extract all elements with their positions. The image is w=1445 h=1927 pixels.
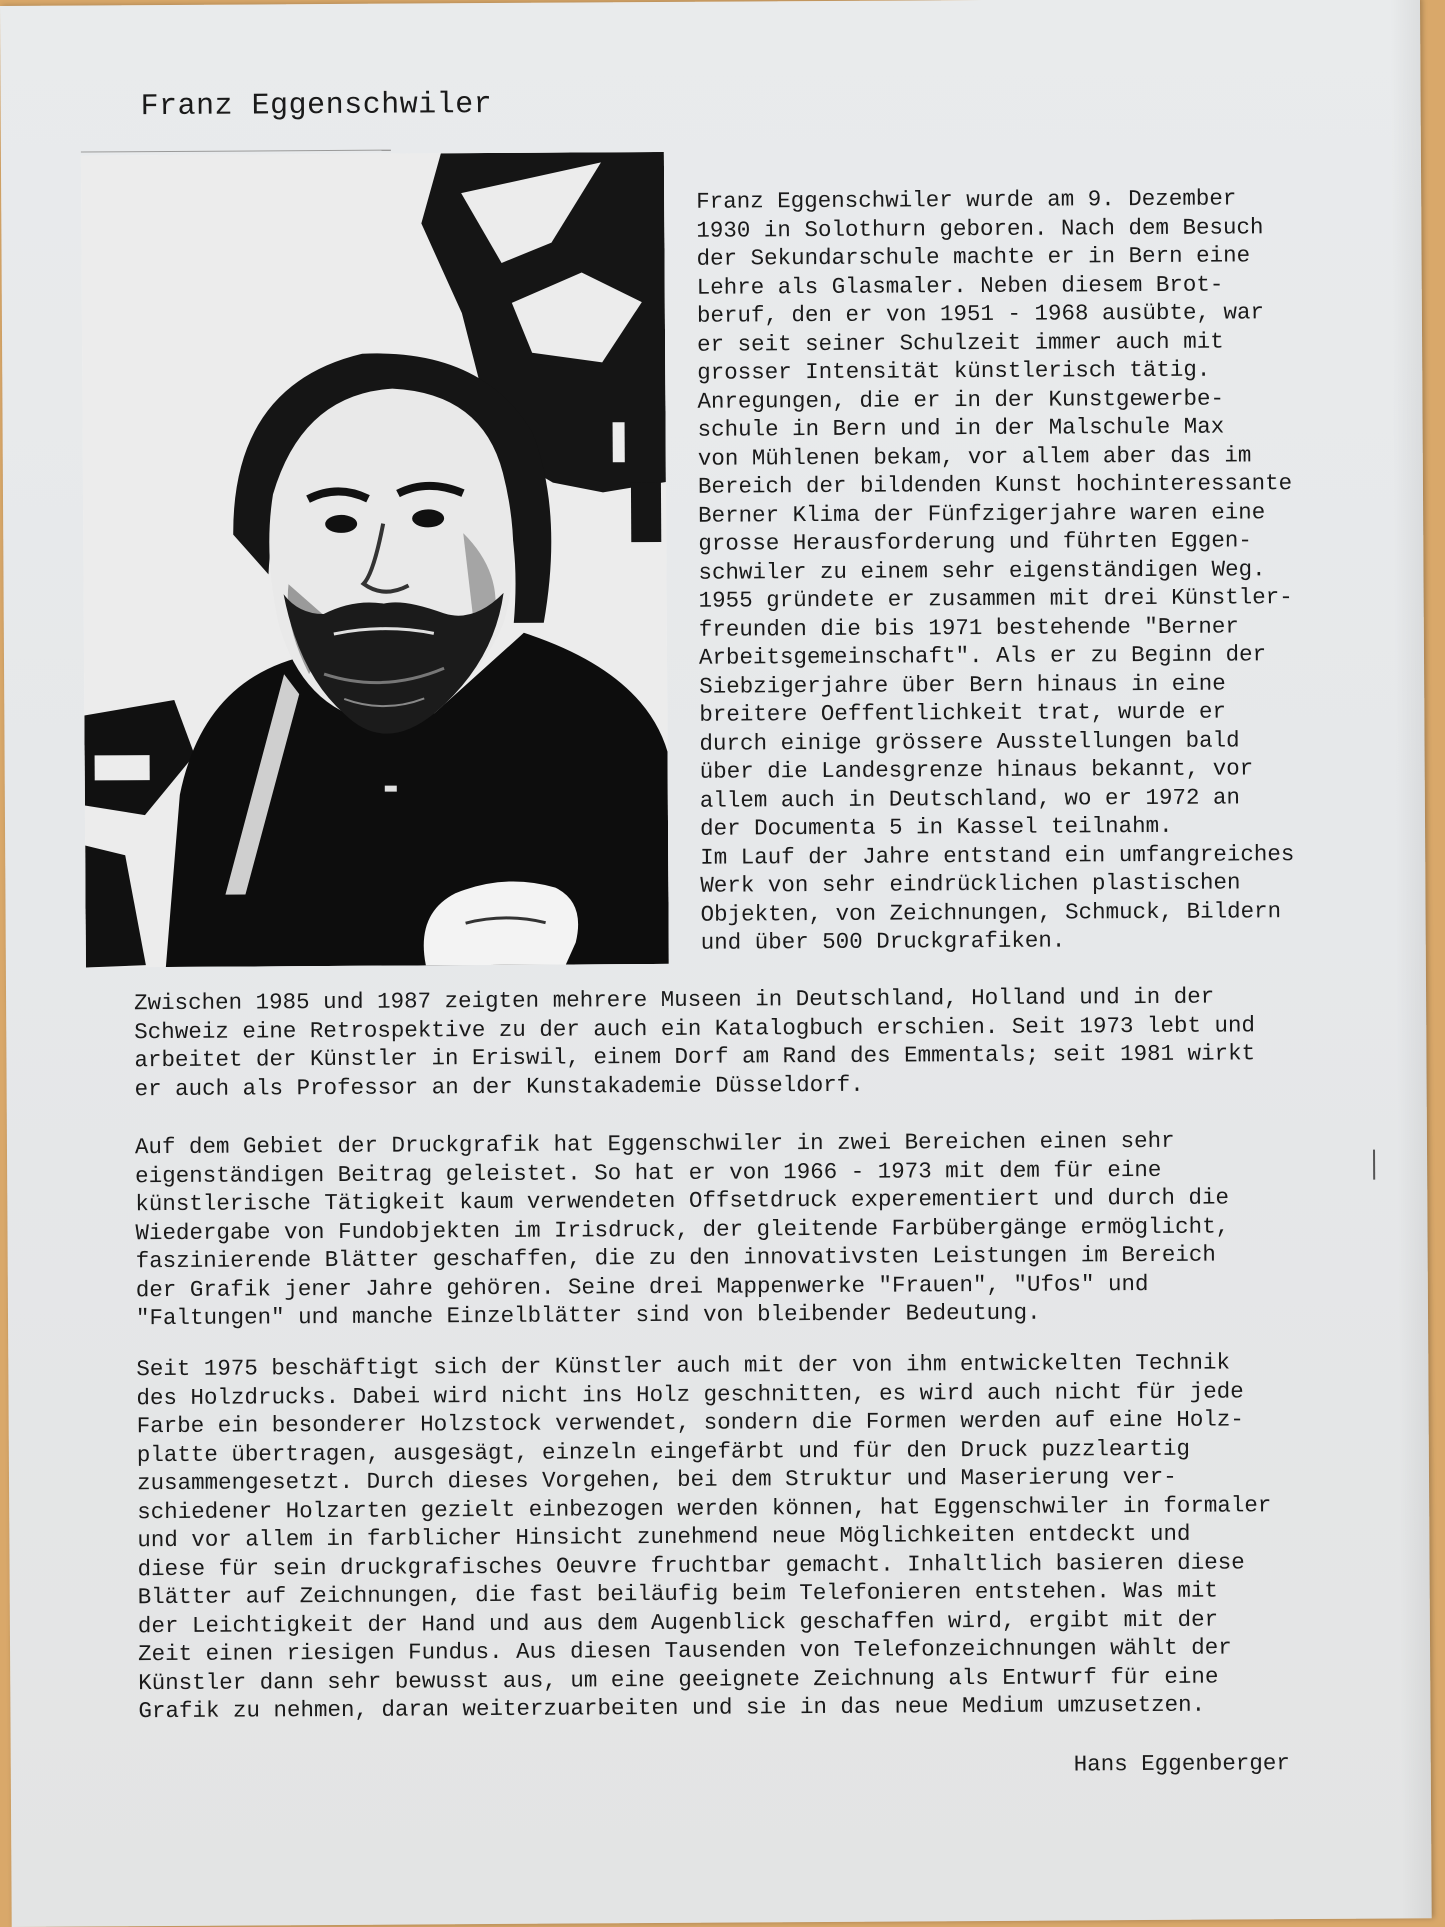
author-signature: Hans Eggenberger — [1073, 1750, 1290, 1778]
retrospective-paragraph: Zwischen 1985 und 1987 zeigten mehrere Museen in Deutschland, Holland und in der Schweiz eine Retrospektive zu der auch ein Katalogbuch erschien. Seit 1973 lebt und arbeitet der Künstler in Eriswil, einem Dorf am Rand des Emmentals; seit 1981 wirkt er auch als Professor an der Kunstakademie Düsseldorf. — [134, 983, 1256, 1102]
druckgrafik-paragraph: Auf dem Gebiet der Druckgrafik hat Eggenschwiler in zwei Bereichen einen sehr eigenständigen Beitrag geleistet. So hat er von 1966 - 1973 mit dem für eine künstlerische Tätigkeit kaum verwendeten Offsetdruck experementiert und durch die Wiedergabe von Fundobjekten im Irisdruck, der gleitende Farbübergänge ermöglicht, faszinierende Blätter geschaffen, die zu den innovativsten Leistungen im Bereich der Grafik jener Jahre gehören. Seine drei Mappenwerke "Frauen", "Ufos" und "Faltungen" und manche Einzelblätter sind von bleibender Bedeutung. — [134, 1127, 1230, 1332]
title-underline — [81, 150, 391, 153]
artist-portrait-photo — [81, 152, 669, 968]
portrait-image — [81, 152, 669, 968]
margin-mark — [1373, 1150, 1375, 1180]
document-title: Franz Eggenschwiler — [140, 87, 493, 125]
paper-shadow — [1390, 0, 1432, 1918]
intro-paragraph: Franz Eggenschwiler wurde am 9. Dezember 1930 in Solothurn geboren. Nach dem Besuch der Sekundarschule machte er in Bern eine Lehre als Glasmaler. Neben diesem Brot- beruf, den er von 1951 - 1968 ausübte, war er seit seiner Schulzeit immer auch mit grosser Intensität künstlerisch tätig. Anregungen, die er in der Kunstgewerbe- schule in Bern und in der Malschule Max von Mühlenen bekam, vor allem aber das im Bereich der bildenden Kunst hochinteressante Berner Klima der Fünfzigerjahre waren eine grosse Herausforderung und führten Eggen- schwiler zu einem sehr eigenständigen Weg. 1955 gründete er zusammen mit drei Künstler- freunden die bis 1971 bestehende "Berner Arbeitsgemeinschaft". Als er zu Beginn der Siebzigerjahre über Bern hinaus in eine breitere Oeffentlichkeit trat, wurde er durch einige grössere Ausstellungen bald über die Landesgrenze hinaus bekannt, vor allem auch in Deutschland, wo er 1972 an der Documenta 5 in Kassel teilnahm. Im Lauf der Jahre entstand ein umfangreiches Werk von sehr eindrücklichen plastischen Objekten, von Zeichnungen, Schmuck, Bildern und über 500 Druckgrafiken. — [696, 185, 1295, 956]
holzdruck-paragraph: Seit 1975 beschäftigt sich der Künstler auch mit der von ihm entwickelten Technik des Holzdrucks. Dabei wird nicht ins Holz geschnitten, es wird auch nicht für jede Farbe ein besonderer Holzstock verwendet, sondern die Formen werden auf eine Holz- platte übertragen, ausgesägt, einzeln eingefärbt und für den Druck puzzleartig zusammengesetzt. Durch dieses Vorgehen, bei dem Struktur und Maserierung ver- schiedener Holzarten gezielt einbezogen werden können, hat Eggenschwiler in formaler und vor allem in farblicher Hinsicht zunehmend neue Möglichkeiten entdeckt und diese für sein druckgrafisches Oeuvre fruchtbar gemacht. Inhaltlich basieren diese Blätter auf Zeichnungen, die fast beiläufig beim Telefonieren entstehen. Was mit der Leichtigkeit der Hand und aus dem Augenblick geschaffen wird, ergibt mit der Zeit einen riesigen Fundus. Aus diesen Tausenden von Telefonzeichnungen wählt der Künstler dann sehr bewusst aus, um eine geeignete Zeichnung als Entwurf für eine Grafik zu nehmen, daran weiterzuarbeiten und sie in das neue Medium umzusetzen. — [136, 1349, 1272, 1725]
